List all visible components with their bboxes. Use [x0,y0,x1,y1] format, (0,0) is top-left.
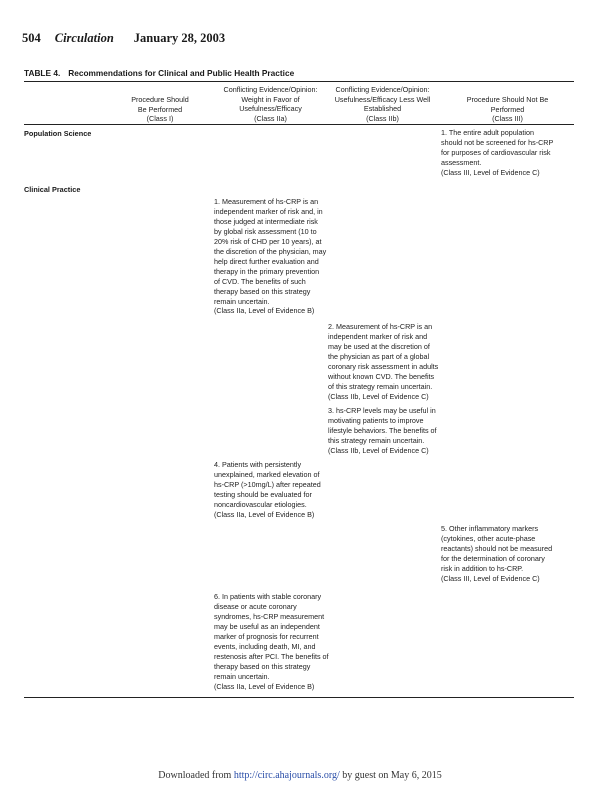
table-header-rule [24,124,574,125]
journal-link[interactable]: http://circ.ahajournals.org/ [233,770,340,781]
column-header-class-iii: Procedure Should Not Be Performed (Class III) [466,95,549,123]
row-label-clinical-practice: Clinical Practice [24,185,81,194]
running-header [22,31,225,46]
download-footer: Downloaded from http://circ.ahajournals.org/ by guest on May 6, 2015 [158,770,442,781]
column-header-class-i: Procedure Should Be Performed (Class I) [131,95,189,123]
journal-name: Circulation [54,31,114,45]
recommendation-clinical-6: 6. In patients with stable coronary disease or acute coronary syndromes, hs-CRP measurement may be useful as an independent marker of prognosis for recurrent events, including death, MI, and restenosis after PCI. The benefits of therapy based on this strategy remain uncertain. (Class IIa, Level of Evidence B) [214,592,329,691]
row-label-population-science: Population Science [24,129,92,138]
table-label: TABLE 4. [24,68,61,78]
recommendation-clinical-5: 5. Other inflammatory markers (cytokines, other acute-phase reactants) should not be measured for the determination of coronary risk in addition to hs-CRP. (Class III, Level of Evidence C) [441,524,553,583]
recommendation-clinical-4: 4. Patients with persistently unexplained, marked elevation of hs-CRP (>10mg/L) after repeated testing should be evaluated for noncardiovascular etiologies. (Class IIa, Level of Evidence B) [214,460,321,519]
page-number: 504 [22,31,41,45]
table-bottom-rule [24,697,574,698]
issue-date: January 28, 2003 [133,31,226,45]
column-header-class-iia: Conflicting Evidence/Opinion: Weight in Favor of Usefulness/Efficacy (Class IIa) [223,85,318,123]
recommendation-clinical-1: 1. Measurement of hs-CRP is an independent marker of risk and, in those judged at intermediate risk by global risk assessment (10 to 20% risk of CHD per 10 years), at the discretion of the physician, may help direct further evaluation and therapy in the primary prevention of CVD. The benefits of such therapy based on this strategy remain uncertain. (Class IIa, Level of Evidence B) [214,197,327,316]
table-top-rule [24,81,574,82]
recommendation-population-1: 1. The entire adult population should not be screened for hs-CRP for purposes of cardiovascular risk assessment. (Class III, Level of Evidence C) [441,128,554,177]
table-caption [24,68,294,78]
table-title: Recommendations for Clinical and Public Health Practice [68,68,295,78]
recommendation-clinical-3: 3. hs-CRP levels may be useful in motivating patients to improve lifestyle behaviors. The benefits of this strategy remain uncertain. (Class IIb, Level of Evidence C) [328,406,437,455]
recommendation-clinical-2: 2. Measurement of hs-CRP is an independent marker of risk and may be used at the discretion of the physician as part of a global coronary risk assessment in adults without known CVD. The benefits of this strategy remain uncertain. (Class IIb, Level of Evidence C) [328,322,439,401]
column-header-class-iib: Conflicting Evidence/Opinion: Usefulness/Efficacy Less Well Established (Class IIb) [334,85,431,123]
